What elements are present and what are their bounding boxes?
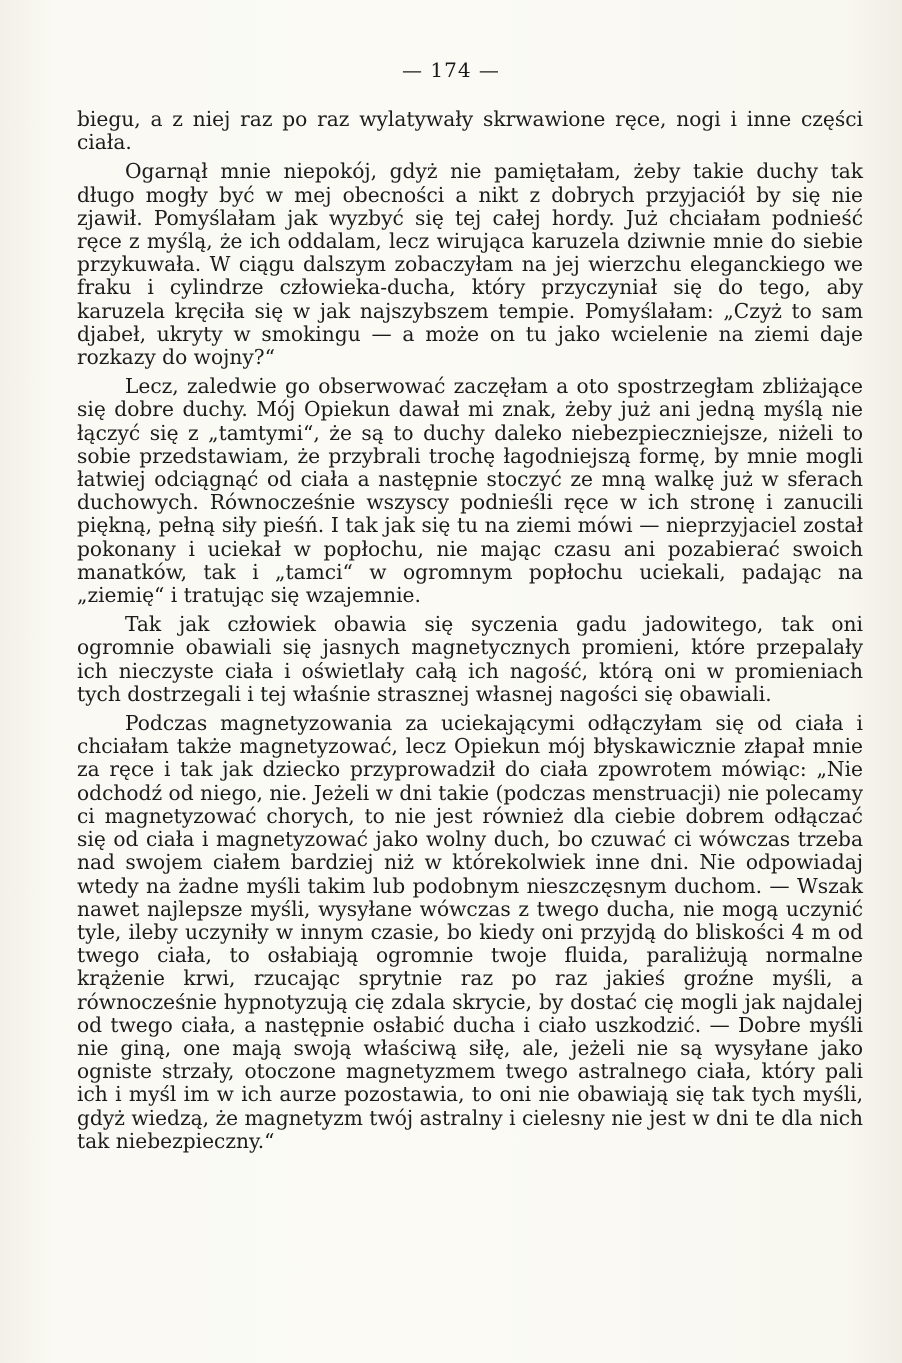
paragraph-continuation: biegu, a z niej raz po raz wylatywały skrwawione ręce, nogi i inne części ciała. [77,107,863,155]
paragraph: Podczas magnetyzowania za uciekającymi odłączyłam się od ciała i chciałam także magnetyzować, lecz Opiekun mój błyskawicznie złapał mnie za ręce i tak jak dziecko przyprowadził do ciała zpowrotem mówiąc: „Nie odchodź od niego, nie. Jeżeli w dni takie (podczas menstruacji) nie polecamy ci magnetyzować chorych, to nie jest również dla ciebie dobrem odłączać się od ciała i magnetyzować jako wolny duch, bo czuwać ci wówczas trzeba nad swojem ciałem bardziej niż w którekolwiek inne dni. Nie odpowiadaj wtedy na żadne myśli takim lub podobnym nieszczęsnym duchom. — Wszak nawet najlepsze myśli, wysyłane wówczas z twego ducha, nie mogą uczynić tyle, ileby uczyniły w innym czasie, bo kiedy oni przyjdą do bliskości 4 m od twego ciała, to osłabiają ogromnie twoje fluida, paraliżują normalne krążenie krwi, rzucając sprytnie raz po raz jakieś groźne myśli, a równocześnie hypnotyzują cię zdala skrycie, by dostać cię mogli jak najdalej od twego ciała, a następnie osłabić ducha i ciało uszkodzić. — Dobre myśli nie giną, one mają swoją właściwą siłę, ale, jeżeli nie są wysyłane jako ogniste strzały, otoczone magnetyzmem twego astralnego ciała, który pali ich i myśl im w ich aurze pozostawia, to oni nie obawiają się tak tych myśli, gdyż wiedzą, że magnetyzm twój astralny i cielesny nie jest w dni te dla nich tak niebezpieczny.“ [77,711,863,1153]
paragraph: Tak jak człowiek obawia się syczenia gadu jadowitego, tak oni ogromnie obawiali się jasnych magnetycznych promieni, które przepalały ich nieczyste ciała i oświetlały całą ich nagość, którą oni w promieniach tych dostrzegali i tej właśnie strasznej własnej nagości się obawiali. [77,612,863,706]
paragraph: Ogarnął mnie niepokój, gdyż nie pamiętałam, żeby takie duchy tak długo mogły być w mej obecności a nikt z dobrych przyjaciół by się nie zjawił. Pomyślałam jak wyzbyć się tej całej hordy. Już chciałam podnieść ręce z myślą, że ich oddalam, lecz wirująca karuzela dziwnie mnie do siebie przykuwała. W ciągu dalszym zobaczyłam na jej wierzchu eleganckiego we fraku i cylindrze człowieka-ducha, który przyczyniał się do tego, aby karuzela kręciła się w jak najszybszem tempie. Pomyślałam: „Czyż to sam djabeł, ukryty w smokingu — a może on tu jako wcielenie na ziemi daje rozkazy do wojny?“ [77,159,863,370]
page-body [77,108,863,1159]
paragraph: Lecz, zaledwie go obserwować zaczęłam a oto spostrzegłam zbliżające się dobre duchy. Mój Opiekun dawał mi znak, żeby już ani jedną myślą nie łączyć się z „tamtymi“, że są to duchy daleko niebezpieczniejsze, niżeli to sobie przedstawiam, że przybrali trochę łagodniejszą formę, by mnie mogli łatwiej odciągnąć od ciała a następnie stoczyć ze mną walkę już w sferach duchowych. Równocześnie wszyscy podnieśli ręce w ich stronę i zanucili piękną, pełną siły pieśń. I tak jak się tu na ziemi mówi — nieprzyjaciel został pokonany i uciekał w popłochu, nie mając czasu ani pozabierać swoich manatków, tak i „tamci“ w ogromnym popłochu uciekali, padając na „ziemię“ i tratując się wzajemnie. [77,374,863,608]
page-number: — 174 — [402,58,500,82]
